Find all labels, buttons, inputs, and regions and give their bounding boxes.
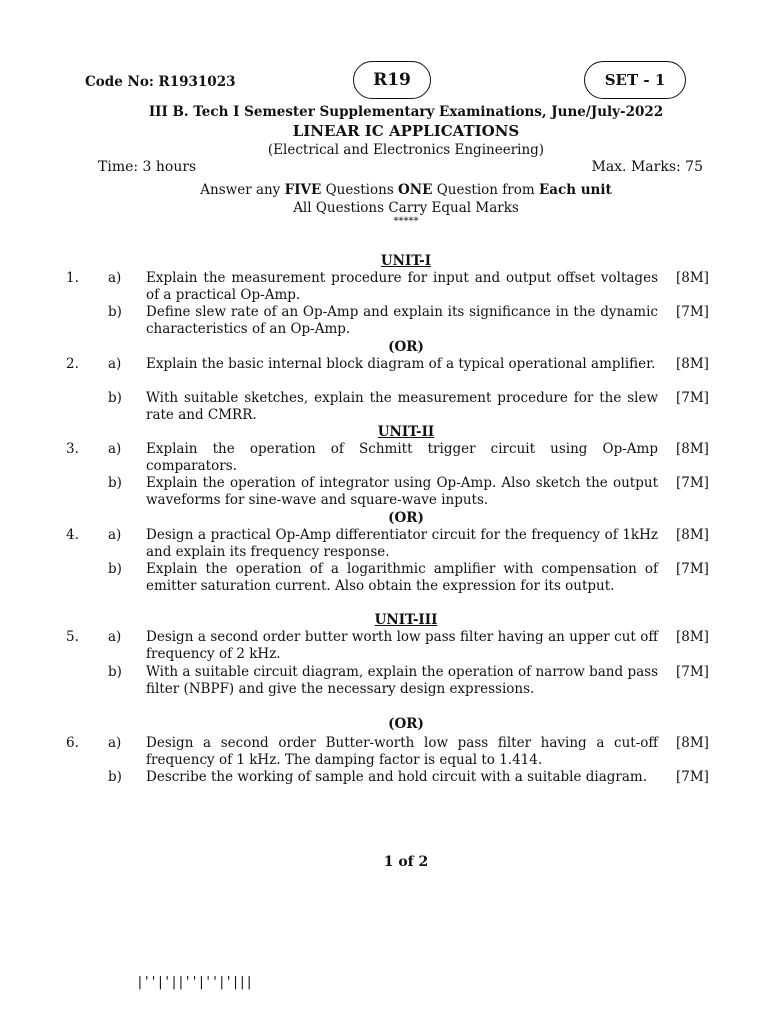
instructions-line-1: Answer any FIVE Questions ONE Question from Each unit: [200, 182, 612, 198]
question-part: b): [108, 475, 122, 491]
question-marks: [7M]: [676, 664, 709, 680]
subject-title: LINEAR IC APPLICATIONS: [292, 122, 520, 140]
stars-divider: *****: [393, 216, 419, 227]
question-part: a): [108, 441, 122, 457]
question-marks: [8M]: [676, 356, 709, 372]
question-number: 5.: [66, 629, 79, 645]
question-marks: [7M]: [676, 304, 709, 320]
or-separator: (OR): [388, 510, 424, 526]
question-marks: [7M]: [676, 475, 709, 491]
unit-heading: UNIT-III: [374, 612, 438, 628]
question-marks: [8M]: [676, 270, 709, 286]
question-part: b): [108, 664, 122, 680]
question-marks: [8M]: [676, 735, 709, 751]
question-text: Design a practical Op-Amp differentiator circuit for the frequency of 1kHz and explain its frequency response.: [146, 527, 658, 560]
question-part: b): [108, 304, 122, 320]
or-separator: (OR): [388, 716, 424, 732]
question-text: Explain the operation of Schmitt trigger circuit using Op-Amp comparators.: [146, 441, 658, 474]
question-text: Explain the operation of integrator using Op-Amp. Also sketch the output waveforms for sine-wave and square-wave inputs.: [146, 475, 658, 508]
question-number: 2.: [66, 356, 79, 372]
branch-name: (Electrical and Electronics Engineering): [267, 142, 545, 158]
barcode: |''|'||''|''|'|||: [136, 975, 253, 990]
question-part: b): [108, 390, 122, 406]
exam-title: III B. Tech I Semester Supplementary Examinations, June/July-2022: [148, 104, 664, 120]
unit-heading: UNIT-II: [377, 424, 435, 440]
question-marks: [7M]: [676, 769, 709, 785]
question-number: 4.: [66, 527, 79, 543]
question-part: a): [108, 527, 122, 543]
question-text: Define slew rate of an Op-Amp and explain its significance in the dynamic characteristics of an Op-Amp.: [146, 304, 658, 337]
question-part: b): [108, 561, 122, 577]
question-text: Design a second order Butter-worth low pass filter having a cut-off frequency of 1 kHz. The damping factor is equal to 1.414.: [146, 735, 658, 768]
question-text: Describe the working of sample and hold circuit with a suitable diagram.: [146, 769, 647, 785]
unit-heading: UNIT-I: [380, 253, 432, 269]
instructions-line-2: All Questions Carry Equal Marks: [293, 200, 519, 216]
question-text: Explain the measurement procedure for input and output offset voltages of a practical Op-Amp.: [146, 270, 658, 303]
page-number: 1 of 2: [383, 854, 429, 870]
question-marks: [8M]: [676, 527, 709, 543]
question-number: 1.: [66, 270, 79, 286]
set-badge: SET - 1: [584, 61, 686, 99]
question-marks: [8M]: [676, 441, 709, 457]
exam-time: Time: 3 hours: [98, 159, 197, 175]
question-text: Design a second order butter worth low pass filter having an upper cut off frequency of 2 kHz.: [146, 629, 658, 662]
question-marks: [8M]: [676, 629, 709, 645]
question-text: Explain the operation of a logarithmic amplifier with compensation of emitter saturation current. Also obtain the expression for its output.: [146, 561, 658, 594]
question-part: a): [108, 356, 122, 372]
question-part: a): [108, 735, 122, 751]
question-part: a): [108, 629, 122, 645]
max-marks: Max. Marks: 75: [591, 159, 703, 175]
question-number: 6.: [66, 735, 79, 751]
question-marks: [7M]: [676, 390, 709, 406]
regulation-badge: R19: [353, 61, 431, 99]
question-text: With a suitable circuit diagram, explain the operation of narrow band pass filter (NBPF) and give the necessary design expressions.: [146, 664, 658, 697]
or-separator: (OR): [388, 339, 424, 355]
question-marks: [7M]: [676, 561, 709, 577]
question-part: b): [108, 769, 122, 785]
question-part: a): [108, 270, 122, 286]
question-number: 3.: [66, 441, 79, 457]
question-text: With suitable sketches, explain the measurement procedure for the slew rate and CMRR.: [146, 390, 658, 423]
code-number: Code No: R1931023: [85, 74, 236, 90]
question-text: Explain the basic internal block diagram of a typical operational amplifier.: [146, 356, 656, 372]
